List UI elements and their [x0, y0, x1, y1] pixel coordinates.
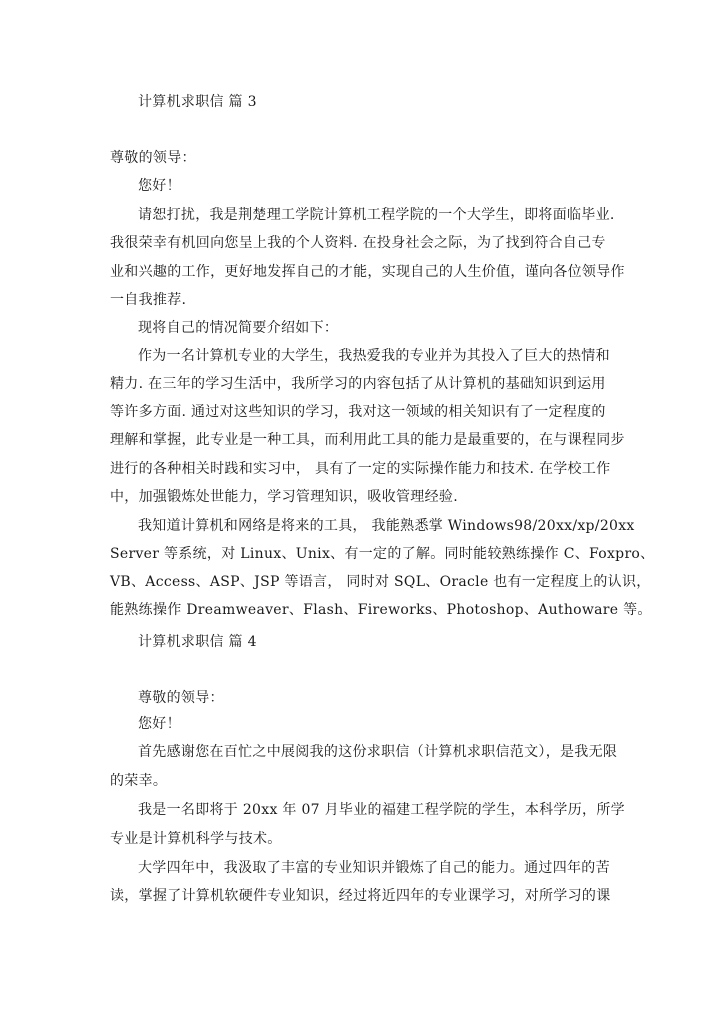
body-line: 精力. 在三年的学习生活中，我所学习的内容包括了从计算机的基础知识到运用 [110, 376, 606, 392]
body-line: 首先感谢您在百忙之中展阅我的这份求职信（计算机求职信范文），是我无限 [138, 744, 618, 760]
body-line: Server 等系统，对 Linux、Unix、有一定的了解。同时能较熟练操作 C、Foxpro、 [110, 546, 655, 562]
section-4-salutation: 尊敬的领导： [138, 690, 224, 706]
body-line: 作为一名计算机专业的大学生，我热爱我的专业并为其投入了巨大的热情和 [138, 348, 610, 364]
section-4-greeting: 您好！ [138, 716, 181, 732]
body-line: 业和兴趣的工作，更好地发挥自己的才能，实现自己的人生价值，谨向各位领导作 [110, 264, 625, 280]
body-line: 进行的各种相关时践和实习中， 具有了一定的实际操作能力和技术. 在学校工作 [110, 461, 611, 477]
body-line: 我很荣幸有机回向您呈上我的个人资料. 在投身社会之际，为了找到符合自己专 [110, 235, 606, 251]
body-line: 大学四年中，我汲取了丰富的专业知识并锻炼了自己的能力。通过四年的苦 [138, 860, 610, 876]
body-line: 等许多方面. 通过对这些知识的学习，我对这一领域的相关知识有了一定程度的 [110, 404, 606, 420]
section-3-salutation: 尊敬的领导： [110, 150, 196, 166]
section-4-title: 计算机求职信 篇 4 [138, 634, 257, 650]
body-line: 我是一名即将于 20xx 年 07 月毕业的福建工程学院的学生，本科学历，所学 [138, 802, 625, 818]
body-line: 请恕打扰，我是荆楚理工学院计算机工程学院的一个大学生，即将面临毕业. [138, 207, 615, 223]
body-line: 能熟练操作 Dreamweaver、Flash、Fireworks、Photoshop、Authoware 等。 [110, 602, 652, 618]
section-3-title: 计算机求职信 篇 3 [138, 94, 257, 110]
body-line: 读，掌握了计算机软硬件专业知识，经过将近四年的专业课学习，对所学习的课 [110, 888, 611, 904]
body-line: 中，加强锻炼处世能力，学习管理知识，吸收管理经验. [110, 489, 458, 505]
body-line: 我知道计算机和网络是将来的工具， 我能熟悉掌 Windows98/20xx/xp/20xx [138, 518, 635, 534]
section-3-greeting: 您好！ [138, 178, 181, 194]
body-line: 现将自己的情况简要介绍如下： [138, 320, 339, 336]
body-line: 专业是计算机科学与技术。 [110, 831, 282, 847]
body-line: 一自我推荐. [110, 292, 187, 308]
body-line: VB、Access、ASP、JSP 等语言， 同时对 SQL、Oracle 也有一定程度上的认识， [110, 574, 651, 590]
body-line: 的荣幸。 [110, 773, 168, 789]
body-line: 理解和掌握，此专业是一种工具，而利用此工具的能力是最重要的，在与课程同步 [110, 432, 625, 448]
